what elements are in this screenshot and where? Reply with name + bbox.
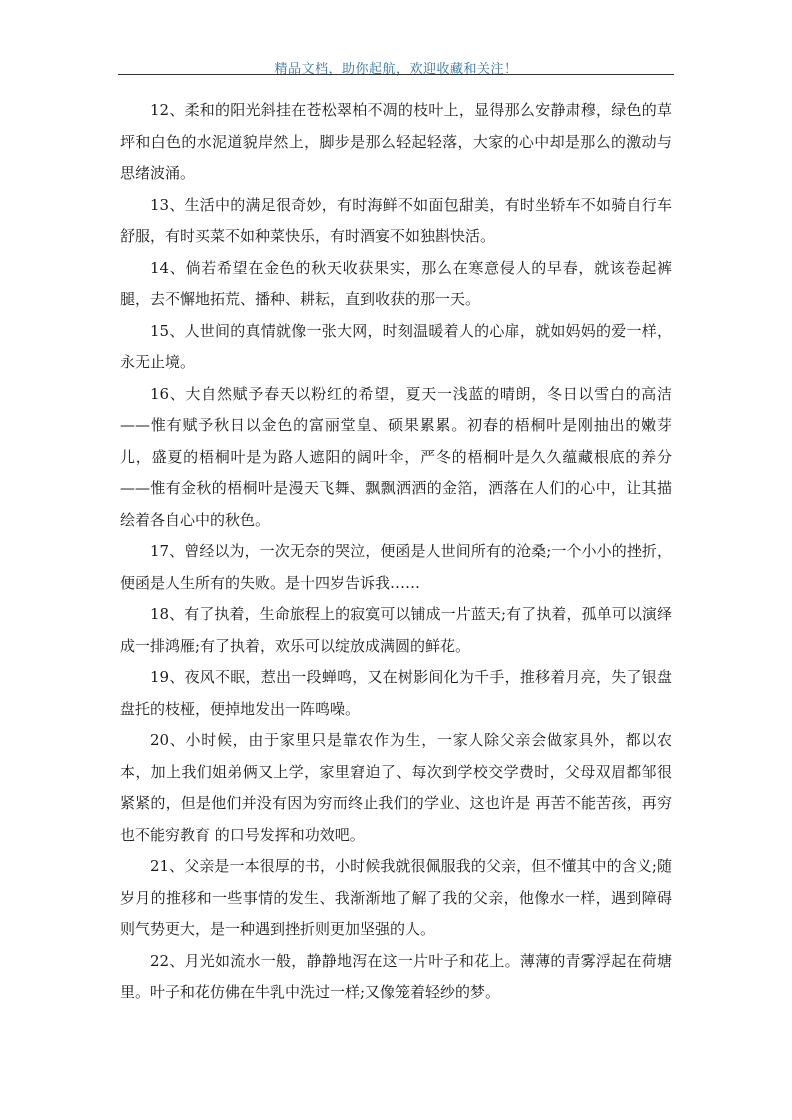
paragraph-15: 15、人世间的真情就像一张大网，时刻温暖着人的心扉，就如妈妈的爱一样，永无止境。 [120, 321, 672, 371]
paragraph-16: 16、大自然赋予春天以粉红的希望，夏天一浅蓝的晴朗，冬日以雪白的高洁——惟有赋予秋日以金色的富丽堂皇、硕果累累。初春的梧桐叶是刚抽出的嫩芽儿，盛夏的梧桐叶是为路人遮阳的阔叶伞，严冬的梧桐叶是久久蕴藏根底的养分——惟有金秋的梧桐叶是漫天飞舞、飘飘洒洒的金箔，洒落在人们的心中，让其描绘着各自心中的秋色。 [120, 384, 672, 529]
page-header: 精品文档，助你起航，欢迎收藏和关注！ [274, 62, 518, 77]
paragraph-22: 22、月光如流水一般，静静地泻在这一片叶子和花上。薄薄的青雾浮起在荷塘里。叶子和花仿佛在牛乳中洗过一样;又像笼着轻纱的梦。 [120, 951, 672, 1001]
paragraph-20: 20、小时候，由于家里只是靠农作为生，一家人除父亲会做家具外，都以农本，加上我们姐弟俩又上学，家里窘迫了、每次到学校交学费时，父母双眉都邹很紧紧的，但是他们并没有因为穷而终止我们的学业、这也许是 再苦不能苦孩，再穷也不能穷教育 的口号发挥和功效吧。 [120, 731, 672, 844]
paragraph-13: 13、生活中的满足很奇妙，有时海鲜不如面包甜美，有时坐轿车不如骑自行车舒服，有时买菜不如种菜快乐，有时酒宴不如独斟快活。 [120, 195, 672, 245]
header-divider [118, 74, 674, 75]
paragraph-14: 14、倘若希望在金色的秋天收获果实，那么在寒意侵人的早春，就该卷起裤腿，去不懈地拓荒、播种、耕耘，直到收获的那一天。 [120, 258, 672, 308]
paragraph-12: 12、柔和的阳光斜挂在苍松翠柏不凋的枝叶上，显得那么安静肃穆，绿色的草坪和白色的水泥道貌岸然上，脚步是那么轻起轻落，大家的心中却是那么的激动与思绪波涌。 [120, 101, 672, 182]
paragraph-21: 21、父亲是一本很厚的书，小时候我就很佩服我的父亲，但不懂其中的含义;随岁月的推移和一些事情的发生、我渐渐地了解了我的父亲，他像水一样，遇到障碍则气势更大，是一种遇到挫折则更加坚强的人。 [120, 857, 672, 938]
document-body [120, 95, 672, 1009]
paragraph-17: 17、曾经以为，一次无奈的哭泣，便函是人世间所有的沧桑;一个小小的挫折，便函是人生所有的失败。是十四岁告诉我…… [120, 542, 672, 592]
paragraph-18: 18、有了执着，生命旅程上的寂寞可以铺成一片蓝天;有了执着，孤单可以演绎成一排鸿雁;有了执着，欢乐可以绽放成满圆的鲜花。 [120, 605, 672, 655]
paragraph-19: 19、夜风不眠，惹出一段蝉鸣，又在树影间化为千手，推移着月亮，失了银盘盘托的枝桠，便掉地发出一阵鸣噪。 [120, 668, 672, 718]
